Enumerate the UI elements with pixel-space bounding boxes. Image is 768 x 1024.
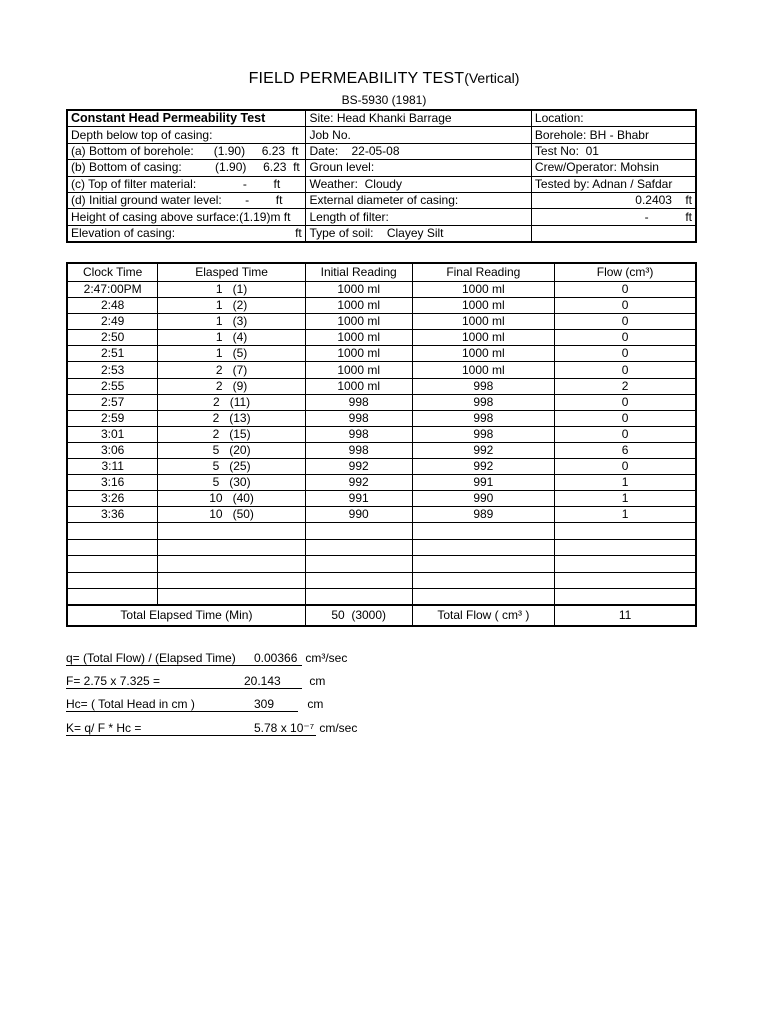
- table-cell: 2:57: [67, 394, 158, 410]
- table-cell: [555, 556, 696, 572]
- table-cell: 1000 ml: [412, 346, 555, 362]
- table-cell: 2:50: [67, 330, 158, 346]
- table-cell: 998: [412, 410, 555, 426]
- table-row: [67, 442, 696, 458]
- page-title: [0, 70, 768, 88]
- table-cell: 0: [555, 459, 696, 475]
- info-row: [67, 143, 696, 159]
- calc-f-value: 20.143: [244, 674, 302, 689]
- table-cell: [555, 539, 696, 555]
- table-cell: 3:16: [67, 475, 158, 491]
- table-cell: 0: [555, 346, 696, 362]
- info-row: [67, 192, 696, 208]
- table-cell: [158, 539, 305, 555]
- table-cell: 2 (11): [158, 394, 305, 410]
- table-cell: 1000 ml: [305, 298, 412, 314]
- table-cell: 6: [555, 442, 696, 458]
- table-cell: 1: [555, 491, 696, 507]
- table-cell: 990: [305, 507, 412, 523]
- table-cell: [305, 539, 412, 555]
- info-cell: Weather: Cloudy: [306, 176, 531, 192]
- table-cell: 3:11: [67, 459, 158, 475]
- title-main: FIELD PERMEABILITY TEST: [248, 70, 465, 87]
- table-cell: 1000 ml: [412, 282, 555, 298]
- calc-hc-label: Hc= ( Total Head in cm ): [66, 697, 254, 712]
- table-cell: 1000 ml: [412, 314, 555, 330]
- calc-q: [66, 651, 347, 666]
- table-cell: 2:47:00PM: [67, 282, 158, 298]
- info-cell: Test No: 01: [531, 143, 696, 159]
- table-row: [67, 491, 696, 507]
- calc-k: [66, 721, 357, 736]
- table-cell: 1000 ml: [412, 330, 555, 346]
- table-cell: 1 (1): [158, 282, 305, 298]
- calc-hc-value: 309: [254, 697, 298, 712]
- info-cell: Date: 22-05-08: [306, 143, 531, 159]
- table-cell: 991: [305, 491, 412, 507]
- table-cell: 2 (9): [158, 378, 305, 394]
- column-header: Flow (cm³): [555, 263, 696, 282]
- calc-hc: [66, 697, 323, 712]
- table-cell: [67, 539, 158, 555]
- table-row: [67, 330, 696, 346]
- table-cell: 1 (3): [158, 314, 305, 330]
- standard-reference: BS-5930 (1981): [341, 93, 427, 107]
- table-cell: 998: [412, 426, 555, 442]
- info-cell: Borehole: BH - Bhabr: [531, 127, 696, 143]
- table-cell: [158, 556, 305, 572]
- table-cell: 992: [412, 459, 555, 475]
- table-cell: 992: [412, 442, 555, 458]
- info-row: [67, 225, 696, 242]
- info-cell: 0.2403 ft: [531, 192, 696, 208]
- table-cell: 998: [305, 442, 412, 458]
- table-cell: 998: [412, 394, 555, 410]
- table-row: [67, 314, 696, 330]
- table-cell: 1000 ml: [412, 298, 555, 314]
- table-cell: 1000 ml: [305, 378, 412, 394]
- table-cell: [412, 539, 555, 555]
- info-cell: Groun level:: [306, 160, 531, 176]
- info-cell: Depth below top of casing:: [67, 127, 306, 143]
- total-elapsed-label: Total Elapsed Time (Min): [67, 605, 305, 626]
- table-cell: 2:48: [67, 298, 158, 314]
- table-row: [67, 507, 696, 523]
- table-row: [67, 298, 696, 314]
- table-cell: 5 (30): [158, 475, 305, 491]
- table-cell: 3:36: [67, 507, 158, 523]
- table-cell: 2:59: [67, 410, 158, 426]
- table-cell: 0: [555, 410, 696, 426]
- table-row: [67, 378, 696, 394]
- table-row: [67, 459, 696, 475]
- blank-row: [67, 556, 696, 572]
- info-cell: Crew/Operator: Mohsin: [531, 160, 696, 176]
- table-cell: [305, 588, 412, 605]
- test-info-table: [66, 109, 697, 243]
- table-cell: [67, 523, 158, 539]
- calc-q-unit: cm³/sec: [305, 651, 348, 665]
- table-cell: 1: [555, 507, 696, 523]
- table-cell: 2:53: [67, 362, 158, 378]
- info-cell: [531, 225, 696, 242]
- table-row: [67, 475, 696, 491]
- table-row: [67, 394, 696, 410]
- table-cell: 5 (25): [158, 459, 305, 475]
- table-cell: 2: [555, 378, 696, 394]
- column-header: Clock Time: [67, 263, 158, 282]
- table-cell: 2:51: [67, 346, 158, 362]
- table-cell: 1000 ml: [305, 314, 412, 330]
- info-cell: Site: Head Khanki Barrage: [306, 110, 531, 127]
- table-cell: [305, 556, 412, 572]
- table-cell: [67, 572, 158, 588]
- table-cell: 0: [555, 314, 696, 330]
- table-cell: 1000 ml: [305, 282, 412, 298]
- table-cell: 998: [305, 426, 412, 442]
- calc-f-label: F= 2.75 x 7.325 =: [66, 674, 244, 689]
- table-row: [67, 346, 696, 362]
- total-flow-value: 11: [555, 605, 696, 626]
- table-cell: [305, 523, 412, 539]
- info-row: [67, 209, 696, 225]
- table-cell: [555, 523, 696, 539]
- table-cell: 1: [555, 475, 696, 491]
- table-cell: 1000 ml: [305, 346, 412, 362]
- table-cell: [158, 588, 305, 605]
- table-cell: 2 (13): [158, 410, 305, 426]
- title-sub: (Vertical): [464, 70, 520, 86]
- table-cell: 2:55: [67, 378, 158, 394]
- table-cell: 2:49: [67, 314, 158, 330]
- table-cell: 992: [305, 459, 412, 475]
- table-cell: [158, 572, 305, 588]
- table-cell: 3:06: [67, 442, 158, 458]
- readings-table: [66, 262, 697, 627]
- column-header: Final Reading: [412, 263, 555, 282]
- blank-row: [67, 572, 696, 588]
- table-cell: 992: [305, 475, 412, 491]
- table-cell: 10 (50): [158, 507, 305, 523]
- table-cell: 998: [305, 394, 412, 410]
- info-row: [67, 176, 696, 192]
- total-elapsed-value: 50 (3000): [305, 605, 412, 626]
- blank-row: [67, 523, 696, 539]
- table-header-row: [67, 263, 696, 282]
- table-cell: 3:26: [67, 491, 158, 507]
- column-header: Initial Reading: [305, 263, 412, 282]
- table-cell: 998: [412, 378, 555, 394]
- table-cell: 998: [305, 410, 412, 426]
- info-row: [67, 160, 696, 176]
- table-cell: [412, 523, 555, 539]
- table-cell: 0: [555, 282, 696, 298]
- info-cell: Length of filter:: [306, 209, 531, 225]
- info-row: [67, 110, 696, 127]
- blank-row: [67, 539, 696, 555]
- calc-f-unit: cm: [309, 674, 326, 688]
- calc-q-value: 0.00366: [254, 651, 302, 666]
- table-cell: [305, 572, 412, 588]
- totals-row: [67, 605, 696, 626]
- calc-hc-unit: cm: [307, 697, 324, 711]
- info-cell: Type of soil: Clayey Silt: [306, 225, 531, 242]
- table-row: [67, 410, 696, 426]
- table-cell: [555, 572, 696, 588]
- table-cell: 990: [412, 491, 555, 507]
- table-cell: 1000 ml: [412, 362, 555, 378]
- total-flow-label: Total Flow ( cm³ ): [412, 605, 555, 626]
- table-cell: [158, 523, 305, 539]
- table-cell: [67, 588, 158, 605]
- table-cell: [412, 572, 555, 588]
- calc-k-value: 5.78 x 10⁻⁷: [254, 721, 315, 735]
- calc-k-unit: cm/sec: [319, 721, 358, 735]
- table-cell: [555, 588, 696, 605]
- calc-q-label: q= (Total Flow) / (Elapsed Time): [66, 651, 254, 666]
- info-cell: (a) Bottom of borehole: (1.90) 6.23 ft: [67, 143, 306, 159]
- info-cell: Job No.: [306, 127, 531, 143]
- info-cell: External diameter of casing:: [306, 192, 531, 208]
- table-cell: 5 (20): [158, 442, 305, 458]
- table-cell: 0: [555, 298, 696, 314]
- table-cell: 3:01: [67, 426, 158, 442]
- info-cell: Elevation of casing: ft: [67, 225, 306, 242]
- table-row: [67, 362, 696, 378]
- info-cell: Height of casing above surface:(1.19)m ft: [67, 209, 306, 225]
- table-cell: [67, 556, 158, 572]
- table-cell: 989: [412, 507, 555, 523]
- column-header: Elasped Time: [158, 263, 305, 282]
- table-cell: [412, 588, 555, 605]
- table-cell: 2 (7): [158, 362, 305, 378]
- info-cell: (d) Initial ground water level: - ft: [67, 192, 306, 208]
- info-cell: (b) Bottom of casing: (1.90) 6.23 ft: [67, 160, 306, 176]
- table-cell: 1 (4): [158, 330, 305, 346]
- table-cell: [412, 556, 555, 572]
- table-cell: 0: [555, 426, 696, 442]
- info-cell: (c) Top of filter material: - ft: [67, 176, 306, 192]
- table-cell: 0: [555, 330, 696, 346]
- table-cell: 1 (2): [158, 298, 305, 314]
- table-cell: 1 (5): [158, 346, 305, 362]
- table-row: [67, 282, 696, 298]
- calc-k-label: K= q/ F * Hc =: [66, 721, 254, 736]
- blank-row: [67, 588, 696, 605]
- table-cell: 0: [555, 362, 696, 378]
- table-cell: 1000 ml: [305, 330, 412, 346]
- info-cell: - ft: [531, 209, 696, 225]
- table-cell: 991: [412, 475, 555, 491]
- info-row: [67, 127, 696, 143]
- calc-f: [66, 674, 325, 689]
- info-cell: Constant Head Permeability Test: [67, 110, 306, 127]
- table-cell: 0: [555, 394, 696, 410]
- table-cell: 10 (40): [158, 491, 305, 507]
- table-row: [67, 426, 696, 442]
- table-cell: 1000 ml: [305, 362, 412, 378]
- info-cell: Location:: [531, 110, 696, 127]
- table-cell: 2 (15): [158, 426, 305, 442]
- info-cell: Tested by: Adnan / Safdar: [531, 176, 696, 192]
